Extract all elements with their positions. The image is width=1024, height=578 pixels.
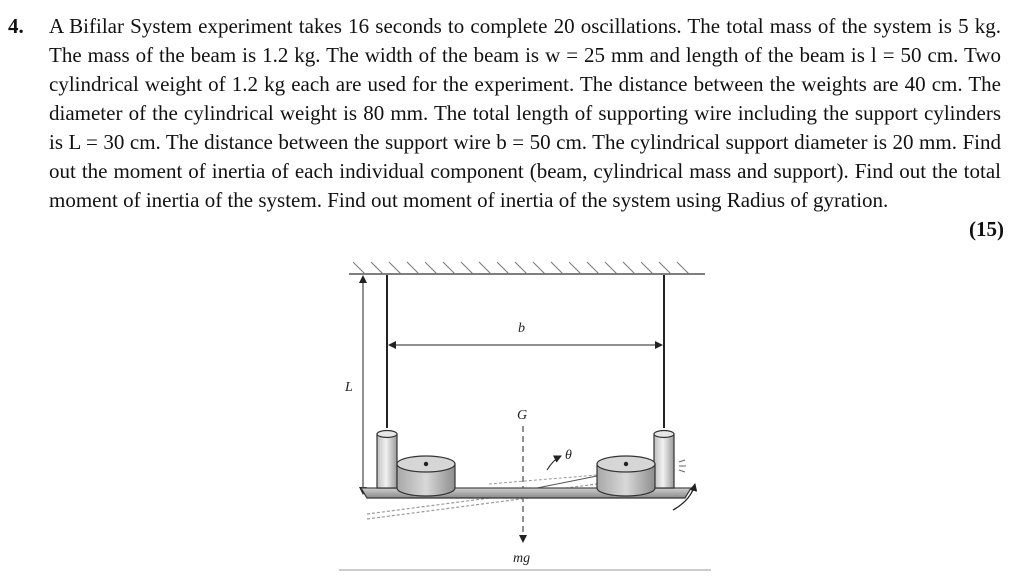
dimension-L xyxy=(344,276,363,494)
left-cylindrical-weight xyxy=(397,456,455,496)
right-cylindrical-weight xyxy=(597,456,655,496)
question-text: A Bifilar System experiment takes 16 seconds to complete 20 oscillations. The total mass of the system is 5 kg. The mass of the beam is 1.2 kg. The width of the beam is w = 25 mm and length of the beam is l = 50 cm. Two cylindrical weight of 1.2 kg each are used for the experiment. The distance between the weights are 40 cm. The diameter of the cylindrical weight is 80 mm. The total length of supporting wire including the support cylinders is L = 30 cm. The distance between the support wire b = 50 cm. The cylindrical support diameter is 20 mm. Find out the moment of inertia of each individual component (beam, cylindrical mass and support). Find out the total moment of inertia of the system. Find out moment of inertia of the system using Radius of gyration. xyxy=(49,14,1001,212)
ceiling-support xyxy=(349,262,705,274)
angle-theta xyxy=(547,448,572,470)
label-G: G xyxy=(517,408,528,423)
bifilar-diagram xyxy=(339,248,711,572)
left-support-cylinder xyxy=(377,431,397,489)
right-support-cylinder xyxy=(654,431,674,489)
label-mg: mg xyxy=(513,551,531,566)
dimension-b xyxy=(389,321,662,345)
question-number: 4. xyxy=(8,14,24,38)
label-theta: θ xyxy=(565,448,572,463)
question-marks: (15) xyxy=(969,217,1004,241)
center-of-gravity-line xyxy=(513,408,530,566)
label-L: L xyxy=(345,380,353,395)
label-b: b xyxy=(518,321,525,336)
motion-marks xyxy=(679,460,686,472)
